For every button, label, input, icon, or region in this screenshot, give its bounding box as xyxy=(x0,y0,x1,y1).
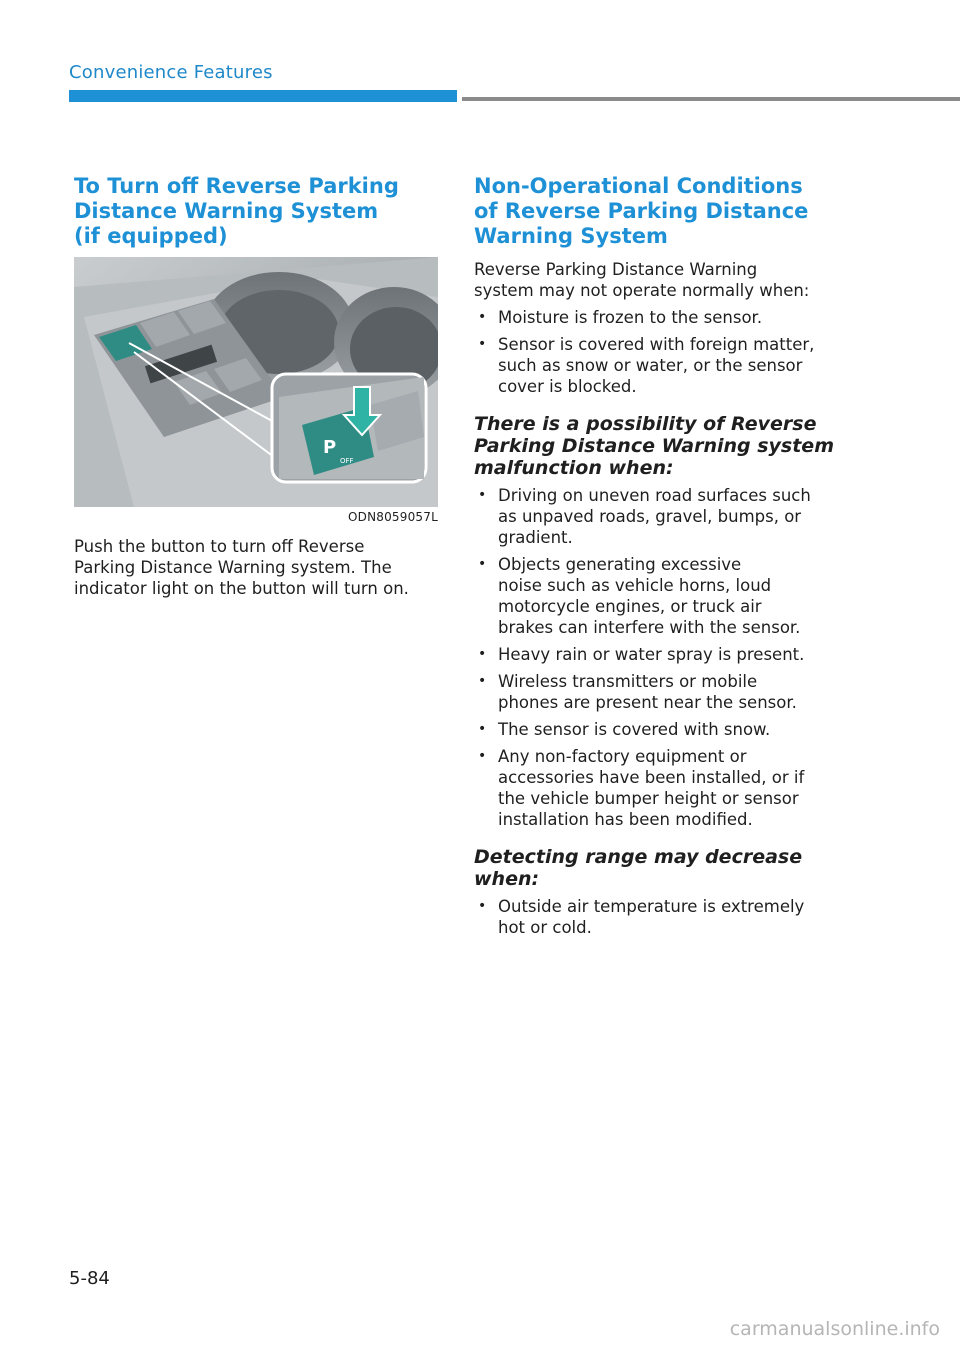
left-section-title xyxy=(74,174,438,249)
subheading-line: malfunction when: xyxy=(474,457,674,479)
left-title-line: (if equipped) xyxy=(74,224,228,248)
list-item xyxy=(474,719,844,740)
bullet-line: phones are present near the sensor. xyxy=(498,693,797,712)
bullet-line: Any non-factory equipment or xyxy=(498,747,747,766)
malfunction-subheading xyxy=(474,413,844,479)
watermark-link[interactable]: carmanualsonline.info xyxy=(729,1318,940,1340)
header-rule-gray xyxy=(462,97,960,101)
header-rule-blue xyxy=(69,90,457,102)
subheading-line: Parking Distance Warning system xyxy=(474,435,834,457)
bullet-line: motorcycle engines, or truck air xyxy=(498,597,762,616)
console-button-figure xyxy=(74,257,438,507)
left-body-text xyxy=(74,536,438,599)
intro-line: system may not operate normally when: xyxy=(474,281,810,300)
list-item xyxy=(474,746,844,830)
intro-text xyxy=(474,259,844,301)
range-subheading xyxy=(474,846,844,890)
bullet-line: Outside air temperature is extremely xyxy=(498,897,805,916)
page-number: 5-84 xyxy=(69,1268,110,1289)
bullet-line: the vehicle bumper height or sensor xyxy=(498,789,799,808)
bullet-list-range xyxy=(474,896,844,938)
left-body-line: Push the button to turn off Reverse xyxy=(74,537,365,556)
bullet-line: gradient. xyxy=(498,528,573,547)
left-body-line: indicator light on the button will turn on. xyxy=(74,579,409,598)
bullet-line: Driving on uneven road surfaces such xyxy=(498,486,811,505)
list-item xyxy=(474,644,844,665)
subheading-line: when: xyxy=(474,868,540,890)
bullet-list-malfunction xyxy=(474,485,844,830)
list-item xyxy=(474,554,844,638)
left-body-line: Parking Distance Warning system. The xyxy=(74,558,392,577)
header-section-title: Convenience Features xyxy=(69,62,273,83)
right-title-line: Non-Operational Conditions xyxy=(474,174,803,198)
subheading-line: Detecting range may decrease xyxy=(474,846,803,868)
left-title-line: To Turn off Reverse Parking xyxy=(74,174,399,198)
left-title-line: Distance Warning System xyxy=(74,199,379,223)
bullet-line: brakes can interfere with the sensor. xyxy=(498,618,801,637)
right-title-line: of Reverse Parking Distance xyxy=(474,199,809,223)
bullet-line: hot or cold. xyxy=(498,918,592,937)
bullet-line: Sensor is covered with foreign matter, xyxy=(498,335,815,354)
bullet-list-conditions xyxy=(474,307,844,397)
bullet-line: The sensor is covered with snow. xyxy=(498,720,771,739)
bullet-line: Objects generating excessive xyxy=(498,555,742,574)
list-item xyxy=(474,334,844,397)
console-illustration xyxy=(74,257,438,507)
list-item xyxy=(474,485,844,548)
right-column xyxy=(474,174,844,944)
right-title-line: Warning System xyxy=(474,224,668,248)
right-section-title xyxy=(474,174,844,249)
bullet-line: as unpaved roads, gravel, bumps, or xyxy=(498,507,802,526)
bullet-line: cover is blocked. xyxy=(498,377,637,396)
parking-button-glyph: P xyxy=(323,437,337,458)
figure-code: ODN8059057L xyxy=(348,510,438,524)
parking-button-off-label: OFF xyxy=(340,457,354,465)
bullet-line: Wireless transmitters or mobile xyxy=(498,672,758,691)
bullet-line: installation has been modified. xyxy=(498,810,753,829)
list-item xyxy=(474,896,844,938)
list-item xyxy=(474,307,844,328)
intro-line: Reverse Parking Distance Warning xyxy=(474,260,758,279)
subheading-line: There is a possibility of Reverse xyxy=(474,413,817,435)
left-column xyxy=(74,174,438,599)
bullet-line: Heavy rain or water spray is present. xyxy=(498,645,805,664)
bullet-line: noise such as vehicle horns, loud xyxy=(498,576,772,595)
bullet-line: such as snow or water, or the sensor xyxy=(498,356,803,375)
bullet-line: Moisture is frozen to the sensor. xyxy=(498,308,763,327)
list-item xyxy=(474,671,844,713)
bullet-line: accessories have been installed, or if xyxy=(498,768,805,787)
